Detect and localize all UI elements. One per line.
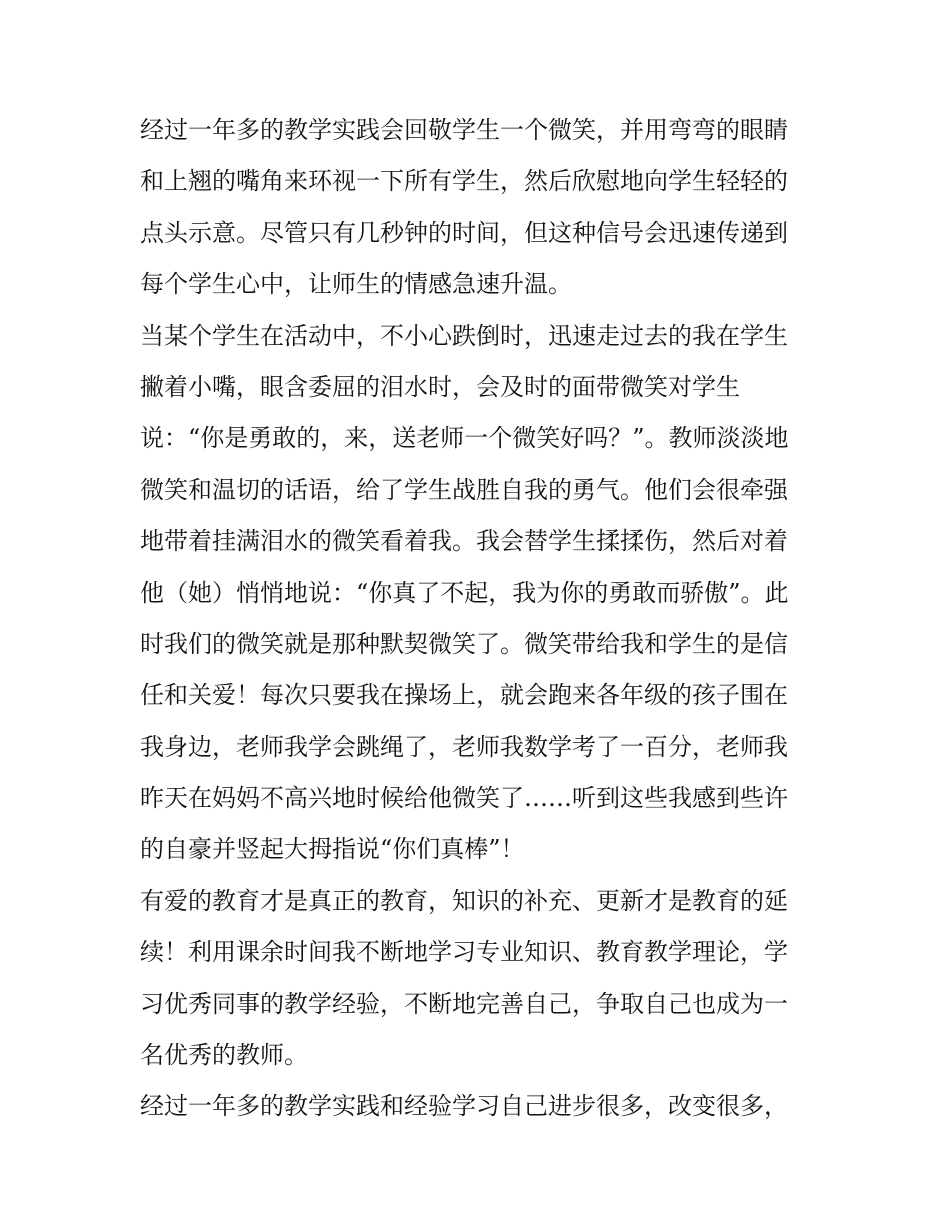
text-line: 和上翘的嘴角来环视一下所有学生，然后欣慰地向学生轻轻的 <box>140 167 788 196</box>
text-line: 有爱的教育才是真正的教育，知识的补充、更新才是教育的延 <box>140 886 788 915</box>
text-line: 经过一年多的教学实践会回敬学生一个微笑，并用弯弯的眼睛 <box>140 116 788 144</box>
text-line: 任和关爱！每次只要我在操场上，就会跑来各年级的孩子围在 <box>140 681 788 710</box>
text-line: 说：“你是勇敢的，来，送老师一个微笑好吗？”。教师淡淡地 <box>140 424 789 453</box>
text-line: 点头示意。尽管只有几秒钟的时间，但这种信号会迅速传递到 <box>140 218 788 247</box>
text-line: 经过一年多的教学实践和经验学习自己进步很多，改变很多， <box>140 1092 788 1121</box>
text-line: 地带着挂满泪水的微笑看着我。我会替学生揉揉伤，然后对着 <box>140 527 788 556</box>
text-line: 续！利用课余时间我不断地学习专业知识、教育教学理论，学 <box>140 938 788 967</box>
text-line: 时我们的微笑就是那种默契微笑了。微笑带给我和学生的是信 <box>140 629 788 658</box>
text-line: 微笑和温切的话语，给了学生战胜自我的勇气。他们会很牵强 <box>140 475 788 504</box>
text-line: 当某个学生在活动中，不小心跌倒时，迅速走过去的我在学生 <box>140 321 788 350</box>
text-line: 名优秀的教师。 <box>140 1041 308 1070</box>
text-line: 每个学生心中，让师生的情感急速升温。 <box>140 270 572 299</box>
text-line: 我身边，老师我学会跳绳了，老师我数学考了一百分，老师我 <box>140 732 788 761</box>
text-line: 的自豪并竖起大拇指说“你们真棒”！ <box>140 835 525 864</box>
text-line: 他（她）悄悄地说：“你真了不起，我为你的勇敢而骄傲”。此 <box>140 578 789 607</box>
text-line: 昨天在妈妈不高兴地时候给他微笑了……听到这些我感到些许 <box>140 784 788 813</box>
text-line: 撇着小嘴，眼含委屈的泪水时，会及时的面带微笑对学生 <box>140 372 740 401</box>
text-line: 习优秀同事的教学经验，不断地完善自己，争取自己也成为一 <box>140 989 788 1018</box>
document-body <box>140 112 815 1140</box>
